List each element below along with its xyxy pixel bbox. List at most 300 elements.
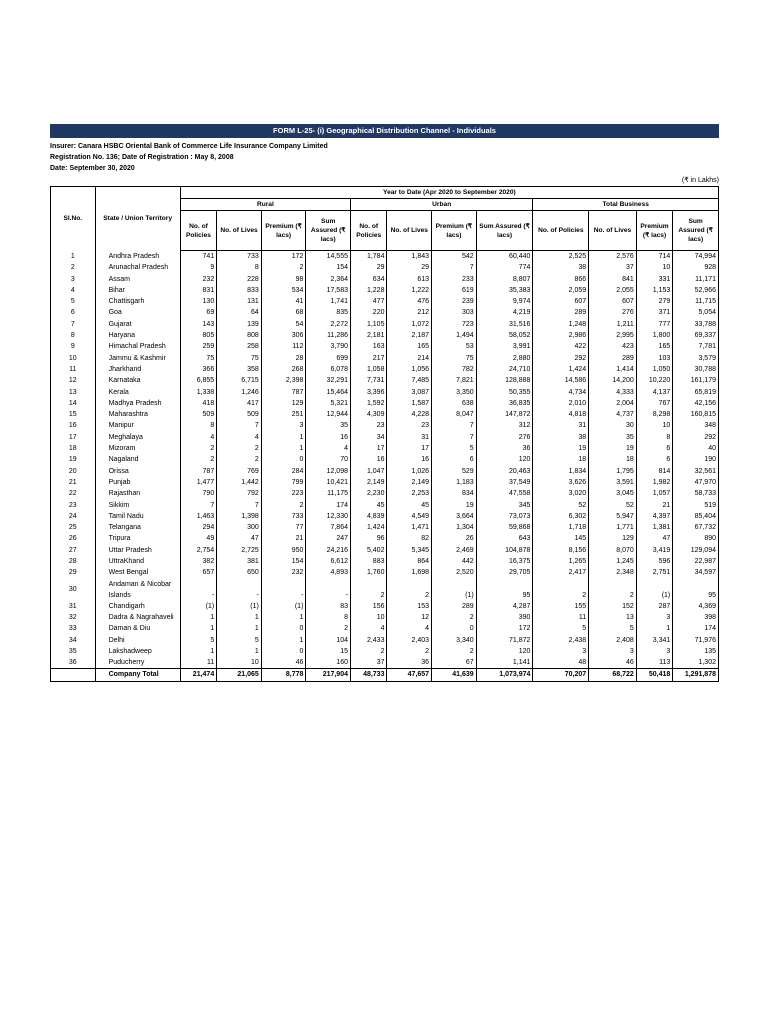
state-cell: Punjab bbox=[95, 477, 180, 488]
value-cell: 21 bbox=[636, 500, 672, 511]
rural-policies-header: No. of Policies bbox=[180, 211, 216, 251]
sl-no-cell: 28 bbox=[51, 556, 96, 567]
value-cell: 714 bbox=[636, 251, 672, 263]
value-cell: 8 bbox=[217, 262, 262, 273]
value-cell: 11 bbox=[533, 612, 589, 623]
value-cell: 4 bbox=[306, 443, 351, 454]
value-cell: 1,477 bbox=[180, 477, 216, 488]
value-cell: 7,731 bbox=[351, 375, 387, 386]
value-cell: 4 bbox=[180, 432, 216, 443]
value-cell: (1) bbox=[261, 601, 306, 612]
value-cell: 7,781 bbox=[673, 341, 719, 352]
value-cell: 1,183 bbox=[432, 477, 477, 488]
value-cell: 26 bbox=[432, 533, 477, 544]
unit-note: (₹ in Lakhs) bbox=[681, 177, 719, 184]
value-cell: 5,321 bbox=[306, 398, 351, 409]
value-cell: 643 bbox=[476, 533, 533, 544]
value-cell: 8 bbox=[636, 432, 672, 443]
sl-no-cell: 33 bbox=[51, 623, 96, 634]
value-cell: 1 bbox=[261, 612, 306, 623]
total-value-cell: 47,657 bbox=[387, 669, 432, 682]
total-label: Company Total bbox=[95, 669, 180, 682]
value-cell: 1,463 bbox=[180, 511, 216, 522]
value-cell: 19 bbox=[589, 443, 637, 454]
value-cell: 841 bbox=[589, 274, 637, 285]
value-cell: 31 bbox=[533, 420, 589, 431]
state-cell: UttraKhand bbox=[95, 556, 180, 567]
value-cell: 68 bbox=[261, 307, 306, 318]
company-total-row bbox=[51, 669, 719, 682]
value-cell: 1 bbox=[261, 432, 306, 443]
value-cell: 3,591 bbox=[589, 477, 637, 488]
value-cell: 120 bbox=[476, 454, 533, 465]
value-cell: 3,350 bbox=[432, 387, 477, 398]
value-cell: 418 bbox=[180, 398, 216, 409]
value-cell: 18 bbox=[589, 454, 637, 465]
value-cell: 699 bbox=[306, 353, 351, 364]
value-cell: 73,073 bbox=[476, 511, 533, 522]
value-cell: (1) bbox=[432, 579, 477, 601]
value-cell: 156 bbox=[351, 601, 387, 612]
value-cell: (1) bbox=[636, 579, 672, 601]
urban-lives-header: No. of Lives bbox=[387, 211, 432, 251]
table-row bbox=[51, 307, 719, 318]
value-cell: 232 bbox=[180, 274, 216, 285]
state-cell: Puducherry bbox=[95, 657, 180, 669]
value-cell: 782 bbox=[432, 364, 477, 375]
table-row bbox=[51, 635, 719, 646]
value-cell: 37 bbox=[351, 657, 387, 669]
state-cell: Goa bbox=[95, 307, 180, 318]
value-cell: 36 bbox=[387, 657, 432, 669]
value-cell: 4,137 bbox=[636, 387, 672, 398]
value-cell: 390 bbox=[476, 612, 533, 623]
table-row bbox=[51, 262, 719, 273]
sl-no-cell: 31 bbox=[51, 601, 96, 612]
value-cell: 289 bbox=[432, 601, 477, 612]
value-cell: 217 bbox=[351, 353, 387, 364]
value-cell: 1,718 bbox=[533, 522, 589, 533]
value-cell: 6,078 bbox=[306, 364, 351, 375]
value-cell: (1) bbox=[217, 601, 262, 612]
value-cell: 769 bbox=[217, 466, 262, 477]
value-cell: 35,383 bbox=[476, 285, 533, 296]
value-cell: 11,175 bbox=[306, 488, 351, 499]
value-cell: 1 bbox=[261, 635, 306, 646]
value-cell: 228 bbox=[217, 274, 262, 285]
value-cell: 155 bbox=[533, 601, 589, 612]
sl-no-cell: 2 bbox=[51, 262, 96, 273]
value-cell: 16 bbox=[387, 454, 432, 465]
value-cell: 1,246 bbox=[217, 387, 262, 398]
value-cell: 3,790 bbox=[306, 341, 351, 352]
sl-no-cell: 20 bbox=[51, 466, 96, 477]
value-cell: 890 bbox=[673, 533, 719, 544]
value-cell: 15,464 bbox=[306, 387, 351, 398]
state-cell: Daman & Diu bbox=[95, 623, 180, 634]
distribution-table bbox=[50, 186, 719, 682]
value-cell: 1,047 bbox=[351, 466, 387, 477]
value-cell: 13 bbox=[589, 612, 637, 623]
value-cell: 52,966 bbox=[673, 285, 719, 296]
value-cell: 4 bbox=[387, 623, 432, 634]
value-cell: 70 bbox=[306, 454, 351, 465]
value-cell: 52 bbox=[533, 500, 589, 511]
value-cell: 808 bbox=[217, 330, 262, 341]
value-cell: 835 bbox=[306, 307, 351, 318]
urban-policies-header: No. of Policies bbox=[351, 211, 387, 251]
value-cell: 95 bbox=[476, 579, 533, 601]
value-cell: 1,338 bbox=[180, 387, 216, 398]
value-cell: 160,815 bbox=[673, 409, 719, 420]
value-cell: 8 bbox=[180, 420, 216, 431]
value-cell: 7,485 bbox=[387, 375, 432, 386]
value-cell: 35 bbox=[589, 432, 637, 443]
value-cell: 805 bbox=[180, 330, 216, 341]
value-cell: 38 bbox=[533, 432, 589, 443]
value-cell: 866 bbox=[533, 274, 589, 285]
value-cell: 442 bbox=[432, 556, 477, 567]
value-cell: 64 bbox=[217, 307, 262, 318]
total-business-header: Total Business bbox=[533, 199, 719, 211]
table-row bbox=[51, 353, 719, 364]
value-cell: 161,179 bbox=[673, 375, 719, 386]
sl-no-cell: 13 bbox=[51, 387, 96, 398]
value-cell: 814 bbox=[636, 466, 672, 477]
value-cell: 9,974 bbox=[476, 296, 533, 307]
value-cell: 259 bbox=[180, 341, 216, 352]
value-cell: 417 bbox=[217, 398, 262, 409]
value-cell: 2,010 bbox=[533, 398, 589, 409]
registration-info: Registration No. 136; Date of Registration : May 8, 2008 bbox=[50, 154, 234, 161]
form-title: FORM L-25- (i) Geographical Distribution Channel - Individuals bbox=[50, 124, 719, 138]
value-cell: 741 bbox=[180, 251, 216, 263]
value-cell: 381 bbox=[217, 556, 262, 567]
value-cell: 165 bbox=[387, 341, 432, 352]
value-cell: 1,587 bbox=[387, 398, 432, 409]
value-cell: 509 bbox=[180, 409, 216, 420]
value-cell: 3,579 bbox=[673, 353, 719, 364]
value-cell: 214 bbox=[387, 353, 432, 364]
value-cell: 98 bbox=[261, 274, 306, 285]
value-cell: 5 bbox=[217, 635, 262, 646]
value-cell: 289 bbox=[589, 353, 637, 364]
value-cell: 534 bbox=[261, 285, 306, 296]
value-cell: 1 bbox=[217, 612, 262, 623]
value-cell: 268 bbox=[261, 364, 306, 375]
value-cell: 29,705 bbox=[476, 567, 533, 578]
value-cell: 143 bbox=[180, 319, 216, 330]
value-cell: 49 bbox=[180, 533, 216, 544]
value-cell: 3,991 bbox=[476, 341, 533, 352]
value-cell: 34,597 bbox=[673, 567, 719, 578]
sl-no-cell: 1 bbox=[51, 251, 96, 263]
value-cell: 8,047 bbox=[432, 409, 477, 420]
state-cell: Telangana bbox=[95, 522, 180, 533]
value-cell: 4,397 bbox=[636, 511, 672, 522]
sl-no-cell: 16 bbox=[51, 420, 96, 431]
value-cell: 0 bbox=[261, 454, 306, 465]
state-cell: Andhra Pradesh bbox=[95, 251, 180, 263]
value-cell: 71,976 bbox=[673, 635, 719, 646]
rural-header: Rural bbox=[180, 199, 350, 211]
value-cell: 2,149 bbox=[387, 477, 432, 488]
value-cell: 1 bbox=[180, 612, 216, 623]
value-cell: 5,402 bbox=[351, 545, 387, 556]
value-cell: 14,586 bbox=[533, 375, 589, 386]
state-cell: Chandigarh bbox=[95, 601, 180, 612]
state-cell: Delhi bbox=[95, 635, 180, 646]
state-cell: Rajasthan bbox=[95, 488, 180, 499]
value-cell: 11 bbox=[180, 657, 216, 669]
value-cell: 2,433 bbox=[351, 635, 387, 646]
value-cell: 12 bbox=[387, 612, 432, 623]
value-cell: 5,054 bbox=[673, 307, 719, 318]
value-cell: 1,982 bbox=[636, 477, 672, 488]
value-cell: 6,302 bbox=[533, 511, 589, 522]
rural-premium-header: Premium (₹ lacs) bbox=[261, 211, 306, 251]
value-cell: 292 bbox=[533, 353, 589, 364]
value-cell: 16 bbox=[306, 432, 351, 443]
value-cell: 1,424 bbox=[533, 364, 589, 375]
value-cell: 3,419 bbox=[636, 545, 672, 556]
table-row bbox=[51, 364, 719, 375]
value-cell: 638 bbox=[432, 398, 477, 409]
total-value-cell: 48,733 bbox=[351, 669, 387, 682]
value-cell: 223 bbox=[261, 488, 306, 499]
value-cell: 634 bbox=[351, 274, 387, 285]
value-cell: 4,737 bbox=[589, 409, 637, 420]
value-cell: 2,525 bbox=[533, 251, 589, 263]
sl-no-cell: 10 bbox=[51, 353, 96, 364]
table-row bbox=[51, 251, 719, 263]
value-cell: 29 bbox=[351, 262, 387, 273]
value-cell: 2,004 bbox=[589, 398, 637, 409]
value-cell: 1 bbox=[180, 646, 216, 657]
value-cell: 96 bbox=[351, 533, 387, 544]
value-cell: 596 bbox=[636, 556, 672, 567]
value-cell: 4 bbox=[351, 623, 387, 634]
value-cell: 303 bbox=[432, 307, 477, 318]
value-cell: 10 bbox=[636, 262, 672, 273]
value-cell: 3,020 bbox=[533, 488, 589, 499]
value-cell: 2,986 bbox=[533, 330, 589, 341]
value-cell: 8,070 bbox=[589, 545, 637, 556]
value-cell: 5,345 bbox=[387, 545, 432, 556]
table-row bbox=[51, 567, 719, 578]
value-cell: 147,872 bbox=[476, 409, 533, 420]
value-cell: 422 bbox=[533, 341, 589, 352]
value-cell: 2,181 bbox=[351, 330, 387, 341]
value-cell: 10,220 bbox=[636, 375, 672, 386]
value-cell: 67,732 bbox=[673, 522, 719, 533]
state-cell: Jharkhand bbox=[95, 364, 180, 375]
sl-no-cell: 26 bbox=[51, 533, 96, 544]
state-cell: Uttar Pradesh bbox=[95, 545, 180, 556]
value-cell: 2 bbox=[533, 579, 589, 601]
table-row bbox=[51, 443, 719, 454]
value-cell: 129 bbox=[589, 533, 637, 544]
value-cell: 3,045 bbox=[589, 488, 637, 499]
value-cell: 1,771 bbox=[589, 522, 637, 533]
value-cell: 12,098 bbox=[306, 466, 351, 477]
total-value-cell: 21,065 bbox=[217, 669, 262, 682]
value-cell: 834 bbox=[432, 488, 477, 499]
value-cell: 607 bbox=[589, 296, 637, 307]
sl-no-cell: 32 bbox=[51, 612, 96, 623]
value-cell: 165 bbox=[636, 341, 672, 352]
value-cell: 294 bbox=[180, 522, 216, 533]
value-cell: 3 bbox=[261, 420, 306, 431]
value-cell: 864 bbox=[387, 556, 432, 567]
state-cell: Dadra & Nagrahaveli bbox=[95, 612, 180, 623]
value-cell: 190 bbox=[673, 454, 719, 465]
value-cell: 31,516 bbox=[476, 319, 533, 330]
value-cell: 5 bbox=[533, 623, 589, 634]
report-date: Date: September 30, 2020 bbox=[50, 165, 135, 172]
value-cell: 2,417 bbox=[533, 567, 589, 578]
value-cell: 1,026 bbox=[387, 466, 432, 477]
value-cell: 258 bbox=[217, 341, 262, 352]
value-cell: 1 bbox=[217, 623, 262, 634]
table-row bbox=[51, 274, 719, 285]
value-cell: 883 bbox=[351, 556, 387, 567]
value-cell: 2,469 bbox=[432, 545, 477, 556]
value-cell: 233 bbox=[432, 274, 477, 285]
value-cell: 284 bbox=[261, 466, 306, 477]
total-value-cell: 41,639 bbox=[432, 669, 477, 682]
value-cell: 1,141 bbox=[476, 657, 533, 669]
value-cell: 398 bbox=[673, 612, 719, 623]
value-cell: 8,807 bbox=[476, 274, 533, 285]
value-cell: 4,309 bbox=[351, 409, 387, 420]
value-cell: 767 bbox=[636, 398, 672, 409]
sl-no-cell: 35 bbox=[51, 646, 96, 657]
total-sl-cell bbox=[51, 669, 96, 682]
col-sl-no: Sl.No. bbox=[51, 187, 96, 251]
value-cell: 11,171 bbox=[673, 274, 719, 285]
value-cell: 251 bbox=[261, 409, 306, 420]
value-cell: 10 bbox=[636, 420, 672, 431]
state-cell: Lakshadweep bbox=[95, 646, 180, 657]
value-cell: 2,230 bbox=[351, 488, 387, 499]
value-cell: 950 bbox=[261, 545, 306, 556]
value-cell: 1,248 bbox=[533, 319, 589, 330]
value-cell: 69,337 bbox=[673, 330, 719, 341]
table-row bbox=[51, 387, 719, 398]
value-cell: - bbox=[217, 579, 262, 601]
value-cell: 306 bbox=[261, 330, 306, 341]
table-row bbox=[51, 500, 719, 511]
value-cell: 212 bbox=[387, 307, 432, 318]
table-row bbox=[51, 420, 719, 431]
value-cell: 8,156 bbox=[533, 545, 589, 556]
value-cell: 0 bbox=[261, 646, 306, 657]
sl-no-cell: 3 bbox=[51, 274, 96, 285]
value-cell: 12,944 bbox=[306, 409, 351, 420]
value-cell: 1,222 bbox=[387, 285, 432, 296]
value-cell: 54 bbox=[261, 319, 306, 330]
value-cell: 145 bbox=[533, 533, 589, 544]
sl-no-cell: 17 bbox=[51, 432, 96, 443]
table-row bbox=[51, 477, 719, 488]
value-cell: 928 bbox=[673, 262, 719, 273]
value-cell: 723 bbox=[432, 319, 477, 330]
value-cell: 67 bbox=[432, 657, 477, 669]
value-cell: 20,463 bbox=[476, 466, 533, 477]
table-row bbox=[51, 601, 719, 612]
sl-no-cell: 6 bbox=[51, 307, 96, 318]
value-cell: 46 bbox=[261, 657, 306, 669]
state-cell: Karnataka bbox=[95, 375, 180, 386]
value-cell: 8,298 bbox=[636, 409, 672, 420]
value-cell: 14,200 bbox=[589, 375, 637, 386]
value-cell: 2,995 bbox=[589, 330, 637, 341]
value-cell: 135 bbox=[673, 646, 719, 657]
value-cell: 2,520 bbox=[432, 567, 477, 578]
value-cell: 7 bbox=[217, 500, 262, 511]
sl-no-cell: 36 bbox=[51, 657, 96, 669]
value-cell: 33,788 bbox=[673, 319, 719, 330]
value-cell: 11,715 bbox=[673, 296, 719, 307]
table-row bbox=[51, 545, 719, 556]
value-cell: 1,834 bbox=[533, 466, 589, 477]
value-cell: 2,348 bbox=[589, 567, 637, 578]
value-cell: 129 bbox=[261, 398, 306, 409]
value-cell: 792 bbox=[217, 488, 262, 499]
sl-no-cell: 27 bbox=[51, 545, 96, 556]
total-sum-assured-header: Sum Assured (₹ lacs) bbox=[673, 211, 719, 251]
value-cell: 2,055 bbox=[589, 285, 637, 296]
table-row bbox=[51, 522, 719, 533]
value-cell: 172 bbox=[476, 623, 533, 634]
value-cell: 74,994 bbox=[673, 251, 719, 263]
value-cell: 2 bbox=[180, 454, 216, 465]
table-row bbox=[51, 623, 719, 634]
value-cell: 34 bbox=[351, 432, 387, 443]
value-cell: 2 bbox=[351, 646, 387, 657]
value-cell: 2,149 bbox=[351, 477, 387, 488]
table-row bbox=[51, 556, 719, 567]
value-cell: 2 bbox=[306, 623, 351, 634]
value-cell: 153 bbox=[387, 601, 432, 612]
value-cell: 160 bbox=[306, 657, 351, 669]
insurer-name: Insurer: Canara HSBC Oriental Bank of Commerce Life Insurance Company Limited bbox=[50, 143, 328, 150]
value-cell: 7 bbox=[180, 500, 216, 511]
value-cell: 42,156 bbox=[673, 398, 719, 409]
value-cell: 9 bbox=[180, 262, 216, 273]
value-cell: 1,057 bbox=[636, 488, 672, 499]
value-cell: - bbox=[261, 579, 306, 601]
value-cell: 7,864 bbox=[306, 522, 351, 533]
value-cell: 16 bbox=[351, 454, 387, 465]
value-cell: 37 bbox=[589, 262, 637, 273]
value-cell: 790 bbox=[180, 488, 216, 499]
value-cell: 5,947 bbox=[589, 511, 637, 522]
sl-no-cell: 14 bbox=[51, 398, 96, 409]
value-cell: 7 bbox=[432, 262, 477, 273]
value-cell: 10 bbox=[351, 612, 387, 623]
value-cell: 120 bbox=[476, 646, 533, 657]
value-cell: 529 bbox=[432, 466, 477, 477]
table-row bbox=[51, 398, 719, 409]
value-cell: 542 bbox=[432, 251, 477, 263]
value-cell: 30 bbox=[589, 420, 637, 431]
value-cell: 2 bbox=[351, 579, 387, 601]
value-cell: 2 bbox=[261, 500, 306, 511]
value-cell: 2 bbox=[387, 579, 432, 601]
value-cell: 2,754 bbox=[180, 545, 216, 556]
